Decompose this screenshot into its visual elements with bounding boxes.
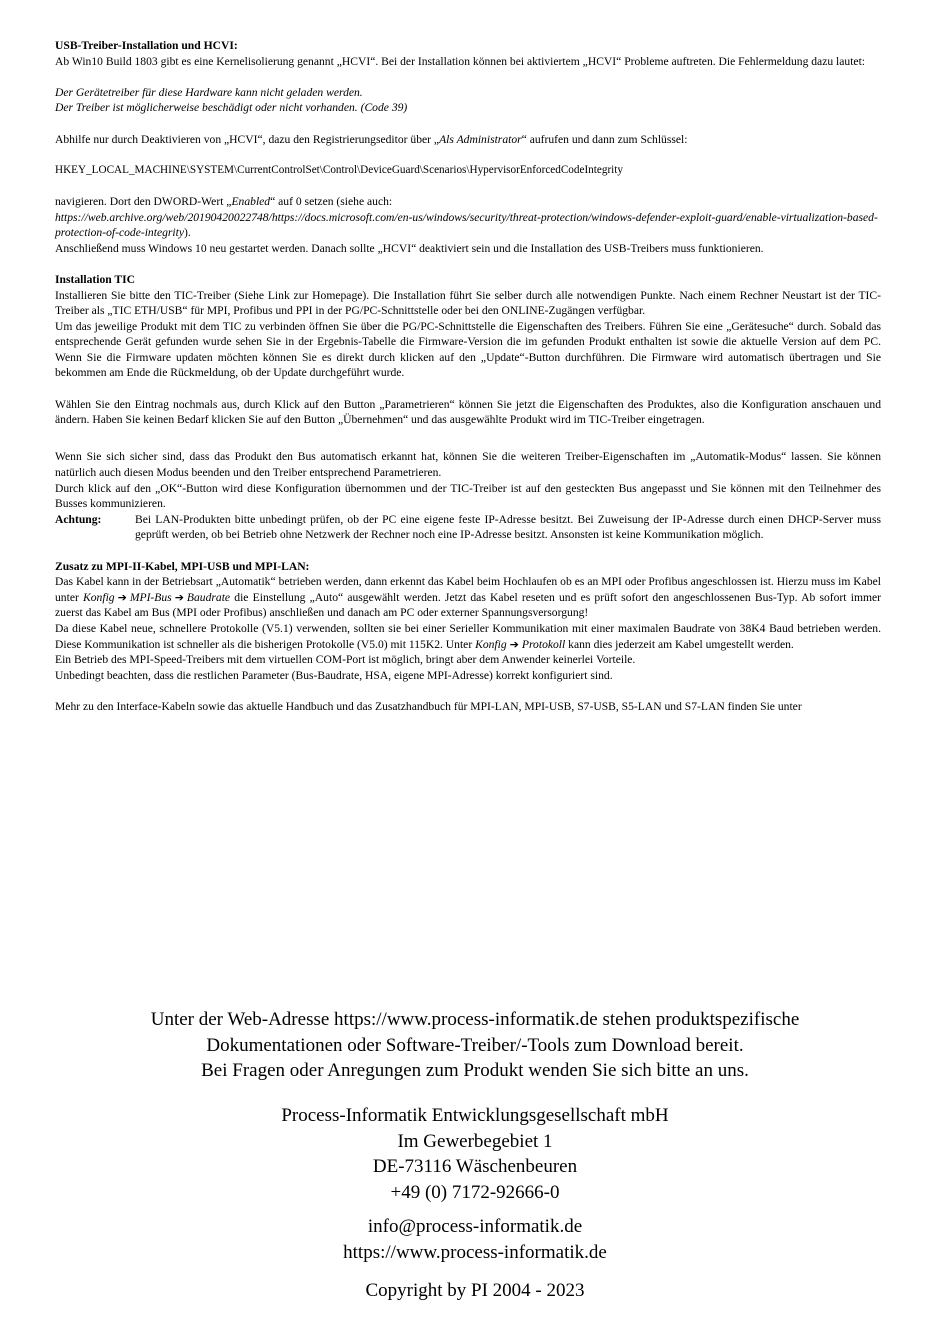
menu-protokoll: Protokoll — [521, 637, 566, 651]
company-email[interactable]: info@process-informatik.de — [367, 1216, 583, 1237]
tic-paragraph-5: Durch klick auf den „OK“-Button wird diese Konfiguration übernommen und der TIC-Treiber ist auf den gesteckten Bus angepasst und Sie können mit den Teilnehmer des Busses kommunizieren. — [55, 481, 881, 511]
menu-konfig: Konfig — [83, 590, 115, 604]
download-line-3: Bei Fragen oder Anregungen zum Produkt wenden Sie sich bitte an uns. — [201, 1060, 749, 1081]
arrow-right-icon: ➔ — [174, 590, 184, 604]
mpi-paragraph-3: Ein Betrieb des MPI-Speed-Treibers mit dem virtuellen COM-Port ist möglich, bringt aber dem Anwender keinerlei Vorteile. — [55, 653, 636, 667]
company-name: Process-Informatik Entwicklungsgesellschaft mbH — [281, 1105, 669, 1126]
arrow-right-icon: ➔ — [509, 637, 519, 651]
error-message-line-1: Der Gerätetreiber für diese Hardware kann nicht geladen werden. — [55, 85, 363, 99]
reference-link[interactable]: https://web.archive.org/web/20190420022748/https://docs.microsoft.com/en-us/windows/security/threat-protection/windows-defender-exploit-guard/enable-virtualization-based-protection-of-code-integrity — [55, 210, 878, 240]
company-website[interactable]: https://www.process-informatik.de — [343, 1241, 607, 1263]
company-street: Im Gewerbegebiet 1 — [397, 1130, 553, 1152]
admin-term: Als Administrator — [439, 132, 522, 146]
download-info — [0, 1007, 950, 1084]
copyright-notice — [0, 1278, 950, 1304]
mpi-heading: Zusatz zu MPI-II-Kabel, MPI-USB und MPI-LAN: — [55, 559, 310, 573]
mpi-paragraph-5: Mehr zu den Interface-Kabeln sowie das aktuelle Handbuch und das Zusatzhandbuch für MPI-LAN, MPI-USB, S7-USB, S5-LAN und S7-LAN finden Sie unter — [55, 699, 802, 713]
company-phone: +49 (0) 7172-92666-0 — [390, 1181, 560, 1203]
fix-instruction: Abhilfe nur durch Deaktivieren von „HCVI“, dazu den Registrierungseditor über „Als Administrator“ aufrufen und dann zum Schlüssel: — [55, 132, 688, 146]
error-message-line-2: Der Treiber ist möglicherweise beschädigt oder nicht vorhanden. (Code 39) — [55, 101, 408, 115]
warning-label: Achtung: — [55, 512, 102, 526]
mpi-paragraph-2: Da diese Kabel neue, schnellere Protokolle (V5.1) verwenden, sollten sie bei einer Serieller Kommunikation mit einer maximalen Baudrate von 38K4 Baud betrieben werden. Diese Kommunikation ist schneller als die bisherigen Protokolle (V5.0) mit 115K2. Unter Konfig ➔ Protokoll kann dies jederzeit am Kabel umgestellt werden. — [55, 621, 881, 651]
download-line-2: Dokumentationen oder Software-Treiber/-Tools zum Download bereit. — [206, 1034, 744, 1056]
contact-info — [0, 1214, 950, 1265]
usb-intro: Ab Win10 Build 1803 gibt es eine Kernelisolierung genannt „HCVI“. Bei der Installation können bei aktiviertem „HCVI“ Probleme auftreten. Die Fehlermeldung dazu lautet: — [55, 54, 866, 68]
warning-note — [55, 512, 881, 543]
tic-paragraph-4: Wenn Sie sich sicher sind, dass das Produkt den Bus automatisch erkannt hat, können Sie die weiteren Treiber-Eigenschaften im „Automatik-Modus“ lassen. Sie können natürlich auch diesen Modus beenden und den Treiber entsprechend Parametrieren. — [55, 450, 881, 480]
restart-note: Anschließend muss Windows 10 neu gestartet werden. Danach sollte „HCVI“ deaktiviert sein und die Installation des USB-Treibers muss funktionieren. — [55, 241, 764, 255]
arrow-right-icon: ➔ — [117, 590, 127, 604]
mpi-paragraph-4: Unbedingt beachten, dass die restlichen Parameter (Bus-Baudrate, HSA, eigene MPI-Adresse) korrekt konfiguriert sind. — [55, 668, 613, 682]
navigate-instruction: navigieren. Dort den DWORD-Wert „Enabled“ auf 0 setzen (siehe auch: https://web.archive.org/web/20190420022748/https://docs.microsoft.com/en-us/windows/security/threat-protection/windows-defender-exploit-guard/enable-virtualization-based-protection-of-code-integrity). — [55, 194, 878, 240]
mpi-paragraph-1: Das Kabel kann in der Betriebsart „Automatik“ betrieben werden, dann erkennt das Kabel beim Hochlaufen ob es an MPI oder Profibus angeschlossen ist. Hierzu muss im Kabel unter Konfig ➔ MPI-Bus ➔ Baudrate die Einstellung „Auto“ ausgewählt werden. Jetzt das Kabel reseten und es prüft sofort den angeschlossenen Bus-Typ. Ab sofort immer zuerst das Kabel am Bus (MPI oder Profibus) anschließen und danach am PC oder externer Spannungsversorgung! — [55, 575, 881, 620]
usb-heading: USB-Treiber-Installation und HCVI: — [55, 39, 238, 52]
menu-mpi-bus: MPI-Bus — [129, 590, 172, 604]
menu-baudrate: Baudrate — [186, 590, 231, 604]
company-city: DE-73116 Wäschenbeuren — [372, 1156, 578, 1177]
enabled-term: Enabled — [231, 194, 271, 208]
registry-key: HKEY_LOCAL_MACHINE\SYSTEM\CurrentControlSet\Control\DeviceGuard\Scenarios\HypervisorEnforcedCodeIntegrity — [55, 163, 623, 176]
tic-paragraph-2: Um das jeweilige Produkt mit dem TIC zu verbinden öffnen Sie über die PG/PC-Schnittstelle die Eigenschaften des Treibers. Führen Sie eine „Gerätesuche“ durch. Sobald das entsprechende Gerät gefunden wurde sehen Sie in der Ergebnis-Tabelle die Firmware-Version die im gefunden Produkt enthalten ist sowie die aktuelle Version auf dem PC. Wenn Sie die Firmware updaten möchten können Sie es direkt durch klicken auf den „Update“-Button durchführen. Die Firmware wird automatisch übertragen und Sie bekommen am Ende die Rückmeldung, ob der Update durchgeführt wurde. — [55, 319, 881, 380]
warning-text: Bei LAN-Produkten bitte unbedingt prüfen, ob der PC eine eigene feste IP-Adresse besitzt. Bei Zuweisung der IP-Adresse durch einen DHCP-Server muss geprüft werden, ob bei Betrieb ohne Netzwerk der Rechner noch eine IP-Adresse besitzt. Ansonsten ist keine Kommunikation möglich. — [135, 512, 881, 542]
tic-paragraph-3: Wählen Sie den Eintrag nochmals aus, durch Klick auf den Button „Parametrieren“ können Sie jetzt die Eigenschaften des Produktes, also die Konfiguration anschauen und ändern. Haben Sie keinen Bedarf klicken Sie auf den Button „Übernehmen“ und das ausgewählte Produkt wird im TIC-Treiber eingetragen. — [55, 397, 881, 427]
tic-paragraph-1: Installieren Sie bitte den TIC-Treiber (Siehe Link zur Homepage). Die Installation führt Sie selber durch alle notwendigen Punkte. Nach einem Rechner Neustart ist der TIC-Treiber als „TIC ETH/USB“ für MPI, Profibus und PPI in der PG/PC-Schnittstelle oder bei den ONLINE-Zugängen verfügbar. — [55, 288, 881, 318]
tic-heading: Installation TIC — [55, 272, 136, 286]
menu-konfig: Konfig — [475, 637, 507, 651]
download-line-1: Unter der Web-Adresse https://www.process-informatik.de stehen produktspezifische — [150, 1009, 800, 1030]
company-address — [0, 1103, 950, 1205]
document-body — [55, 38, 881, 715]
copyright-text: Copyright by PI 2004 - 2023 — [365, 1280, 585, 1301]
